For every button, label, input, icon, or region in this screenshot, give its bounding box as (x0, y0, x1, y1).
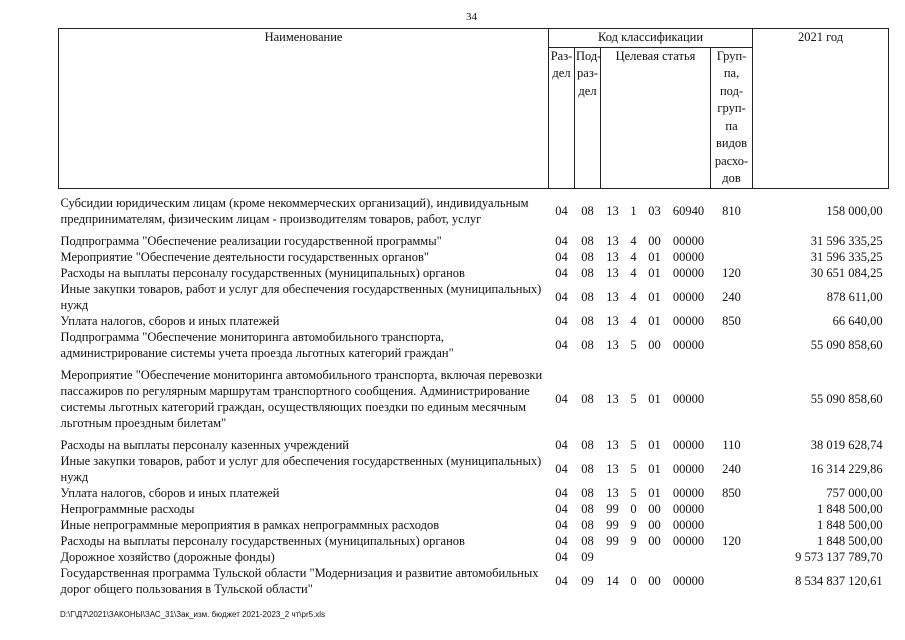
row-program: 99 (606, 533, 619, 548)
row-subsection: 08 (581, 533, 594, 548)
header-subsection: Под- раз- дел (575, 47, 601, 188)
row-amount: 878 611,00 (826, 289, 883, 304)
row-expense-type (711, 233, 753, 249)
row-program: 13 (606, 265, 619, 280)
row-amount: 55 090 858,60 (810, 391, 883, 406)
header-section: Раз- дел (549, 47, 575, 188)
table-row (59, 249, 889, 265)
row-direction: 00000 (672, 233, 705, 248)
row-section: 04 (555, 265, 568, 280)
row-amount: 66 640,00 (832, 313, 883, 328)
row-name: Мероприятие "Обеспечение мониторинга автомобильного транспорта, включая перевозки пассажиров по регулярным маршрутам транспортного сообщения. Администрирование системы льготных категорий граждан, осуществляющих поездки по единым месячным льготным проездным билетам" (60, 367, 543, 430)
row-subprogram (625, 549, 643, 565)
row-expense-type: 240 (722, 461, 741, 476)
row-name: Субсидии юридическим лицам (кроме некоммерческих организаций), индивидуальным предпринимателям, физическим лицам - производителям товаров, работ, услуг (60, 195, 529, 226)
row-subsection: 08 (581, 203, 594, 218)
row-amount: 158 000,00 (826, 203, 883, 218)
row-amount: 757 000,00 (826, 485, 883, 500)
row-name: Мероприятие "Обеспечение деятельности государственных органов" (60, 249, 429, 264)
row-section: 04 (555, 203, 568, 218)
row-amount: 1 848 500,00 (816, 501, 883, 516)
row-expense-type (711, 517, 753, 533)
row-expense-type (711, 249, 753, 265)
row-direction: 00000 (672, 573, 705, 588)
row-direction: 00000 (672, 391, 705, 406)
row-program: 14 (606, 573, 619, 588)
row-subprogram: 4 (630, 289, 637, 304)
row-event: 01 (648, 249, 661, 264)
row-direction: 00000 (672, 249, 705, 264)
header-year: 2021 год (753, 29, 889, 189)
row-amount: 9 573 137 789,70 (795, 549, 883, 564)
row-direction: 00000 (672, 461, 705, 476)
table-row (59, 517, 889, 533)
row-direction (667, 549, 711, 565)
row-event: 00 (648, 573, 661, 588)
row-event: 00 (648, 517, 661, 532)
row-event: 01 (648, 391, 661, 406)
row-subsection: 09 (581, 573, 594, 588)
table-row (59, 195, 889, 227)
row-expense-type: 120 (722, 265, 741, 280)
row-section: 04 (555, 289, 568, 304)
row-name: Подпрограмма "Обеспечение реализации государственной программы" (60, 233, 442, 248)
table-row (59, 565, 889, 597)
row-amount: 30 651 084,25 (810, 265, 883, 280)
row-name: Подпрограмма "Обеспечение мониторинга автомобильного транспорта, администрирование системы учета проезда льготных категорий граждан" (60, 329, 454, 360)
table-row (59, 367, 889, 431)
table-row (59, 453, 889, 485)
row-name: Непрограммные расходы (60, 501, 195, 516)
row-event: 01 (648, 461, 661, 476)
row-subsection: 08 (581, 391, 594, 406)
row-program: 13 (606, 437, 619, 452)
row-expense-type (711, 501, 753, 517)
row-section: 04 (555, 337, 568, 352)
row-expense-type (711, 565, 753, 597)
table-row (59, 265, 889, 281)
row-expense-type (711, 329, 753, 361)
row-name: Уплата налогов, сборов и иных платежей (60, 485, 280, 500)
row-expense-type: 240 (722, 289, 741, 304)
row-subprogram: 5 (630, 485, 637, 500)
row-section: 04 (555, 313, 568, 328)
row-subsection: 08 (581, 265, 594, 280)
row-subprogram: 4 (630, 265, 637, 280)
row-subsection: 08 (581, 337, 594, 352)
table-row (59, 501, 889, 517)
row-name: Государственная программа Тульской области "Модернизация и развитие автомобильных дорог общего пользования в Тульской области" (60, 565, 539, 596)
row-subsection: 08 (581, 485, 594, 500)
row-program: 99 (606, 517, 619, 532)
row-event: 01 (648, 485, 661, 500)
row-name: Дорожное хозяйство (дорожные фонды) (60, 549, 275, 564)
row-section: 04 (555, 533, 568, 548)
row-event: 00 (648, 337, 661, 352)
row-section: 04 (555, 437, 568, 452)
row-event: 00 (648, 533, 661, 548)
row-amount: 16 314 229,86 (810, 461, 883, 476)
table-body (59, 188, 889, 597)
row-event (643, 549, 667, 565)
row-program: 13 (606, 249, 619, 264)
row-subsection: 08 (581, 313, 594, 328)
row-amount: 1 848 500,00 (816, 517, 883, 532)
row-event: 00 (648, 233, 661, 248)
row-direction: 00000 (672, 313, 705, 328)
row-section: 04 (555, 517, 568, 532)
row-program (601, 549, 625, 565)
row-subprogram: 1 (630, 203, 637, 218)
table-row (59, 329, 889, 361)
page-number: 34 (466, 11, 477, 23)
row-amount: 1 848 500,00 (816, 533, 883, 548)
row-section: 04 (555, 573, 568, 588)
row-amount: 55 090 858,60 (810, 337, 883, 352)
row-event: 03 (648, 203, 661, 218)
row-subsection: 08 (581, 501, 594, 516)
file-path-footer: D:\Г\Д7\2021\ЗАКОНЫ\ЗАС_31\Зак_изм. бюджет 2021-2023_2 чт\pr5.xls (60, 610, 326, 619)
row-section: 04 (555, 549, 568, 564)
table-row (59, 549, 889, 565)
row-direction: 00000 (672, 501, 705, 516)
row-subprogram: 4 (630, 249, 637, 264)
row-direction: 00000 (672, 337, 705, 352)
row-program: 13 (606, 485, 619, 500)
row-name: Иные закупки товаров, работ и услуг для обеспечения государственных (муниципальных) нужд (60, 453, 542, 484)
header-name: Наименование (59, 29, 549, 189)
row-section: 04 (555, 461, 568, 476)
row-expense-type: 810 (722, 203, 741, 218)
row-subsection: 08 (581, 249, 594, 264)
row-name: Иные закупки товаров, работ и услуг для обеспечения государственных (муниципальных) нужд (60, 281, 542, 312)
row-program: 13 (606, 289, 619, 304)
row-event: 01 (648, 437, 661, 452)
row-subprogram: 4 (630, 313, 637, 328)
row-subprogram: 0 (630, 573, 637, 588)
row-subprogram: 4 (630, 233, 637, 248)
row-subsection: 08 (581, 437, 594, 452)
budget-table (58, 28, 889, 597)
row-direction: 00000 (672, 533, 705, 548)
row-amount: 31 596 335,25 (810, 233, 883, 248)
row-name: Уплата налогов, сборов и иных платежей (60, 313, 280, 328)
row-program: 13 (606, 337, 619, 352)
row-amount: 38 019 628,74 (810, 437, 883, 452)
row-name: Расходы на выплаты персоналу казенных учреждений (60, 437, 349, 452)
row-direction: 00000 (672, 437, 705, 452)
row-amount: 31 596 335,25 (810, 249, 883, 264)
table-row (59, 437, 889, 453)
row-expense-type: 120 (722, 533, 741, 548)
row-subsection: 08 (581, 517, 594, 532)
row-direction: 00000 (672, 485, 705, 500)
row-section: 04 (555, 485, 568, 500)
row-direction: 60940 (672, 203, 705, 218)
row-subsection: 08 (581, 233, 594, 248)
row-expense-type (711, 549, 753, 565)
row-event: 01 (648, 265, 661, 280)
row-section: 04 (555, 249, 568, 264)
row-section: 04 (555, 501, 568, 516)
header-classification: Код классификации (549, 29, 753, 48)
row-subprogram: 0 (630, 501, 637, 516)
row-program: 99 (606, 501, 619, 516)
row-direction: 00000 (672, 517, 705, 532)
row-event: 00 (648, 501, 661, 516)
row-subprogram: 5 (630, 391, 637, 406)
table-row (59, 313, 889, 329)
row-direction: 00000 (672, 289, 705, 304)
row-name: Расходы на выплаты персоналу государственных (муниципальных) органов (60, 265, 465, 280)
row-program: 13 (606, 233, 619, 248)
row-program: 13 (606, 313, 619, 328)
row-subsection: 08 (581, 461, 594, 476)
row-direction: 00000 (672, 265, 705, 280)
table-row (59, 281, 889, 313)
row-program: 13 (606, 461, 619, 476)
row-event: 01 (648, 289, 661, 304)
row-subprogram: 9 (630, 533, 637, 548)
row-section: 04 (555, 233, 568, 248)
row-section: 04 (555, 391, 568, 406)
row-subprogram: 5 (630, 337, 637, 352)
table-row (59, 485, 889, 501)
row-expense-type: 850 (722, 485, 741, 500)
row-subsection: 09 (581, 549, 594, 564)
row-subprogram: 5 (630, 437, 637, 452)
table-row (59, 233, 889, 249)
row-expense-type (711, 367, 753, 431)
row-subprogram: 5 (630, 461, 637, 476)
table-row (59, 533, 889, 549)
row-event: 01 (648, 313, 661, 328)
row-subsection: 08 (581, 289, 594, 304)
row-amount: 8 534 837 120,61 (795, 573, 883, 588)
row-subprogram: 9 (630, 517, 637, 532)
row-name: Расходы на выплаты персоналу государственных (муниципальных) органов (60, 533, 465, 548)
header-expense-group: Груп- па, под- груп- па видов расхо- дов (711, 47, 753, 188)
header-target-article: Целевая статья (601, 47, 711, 188)
row-program: 13 (606, 391, 619, 406)
row-expense-type: 110 (722, 437, 741, 452)
row-name: Иные непрограммные мероприятия в рамках непрограммных расходов (60, 517, 440, 532)
row-program: 13 (606, 203, 619, 218)
row-expense-type: 850 (722, 313, 741, 328)
